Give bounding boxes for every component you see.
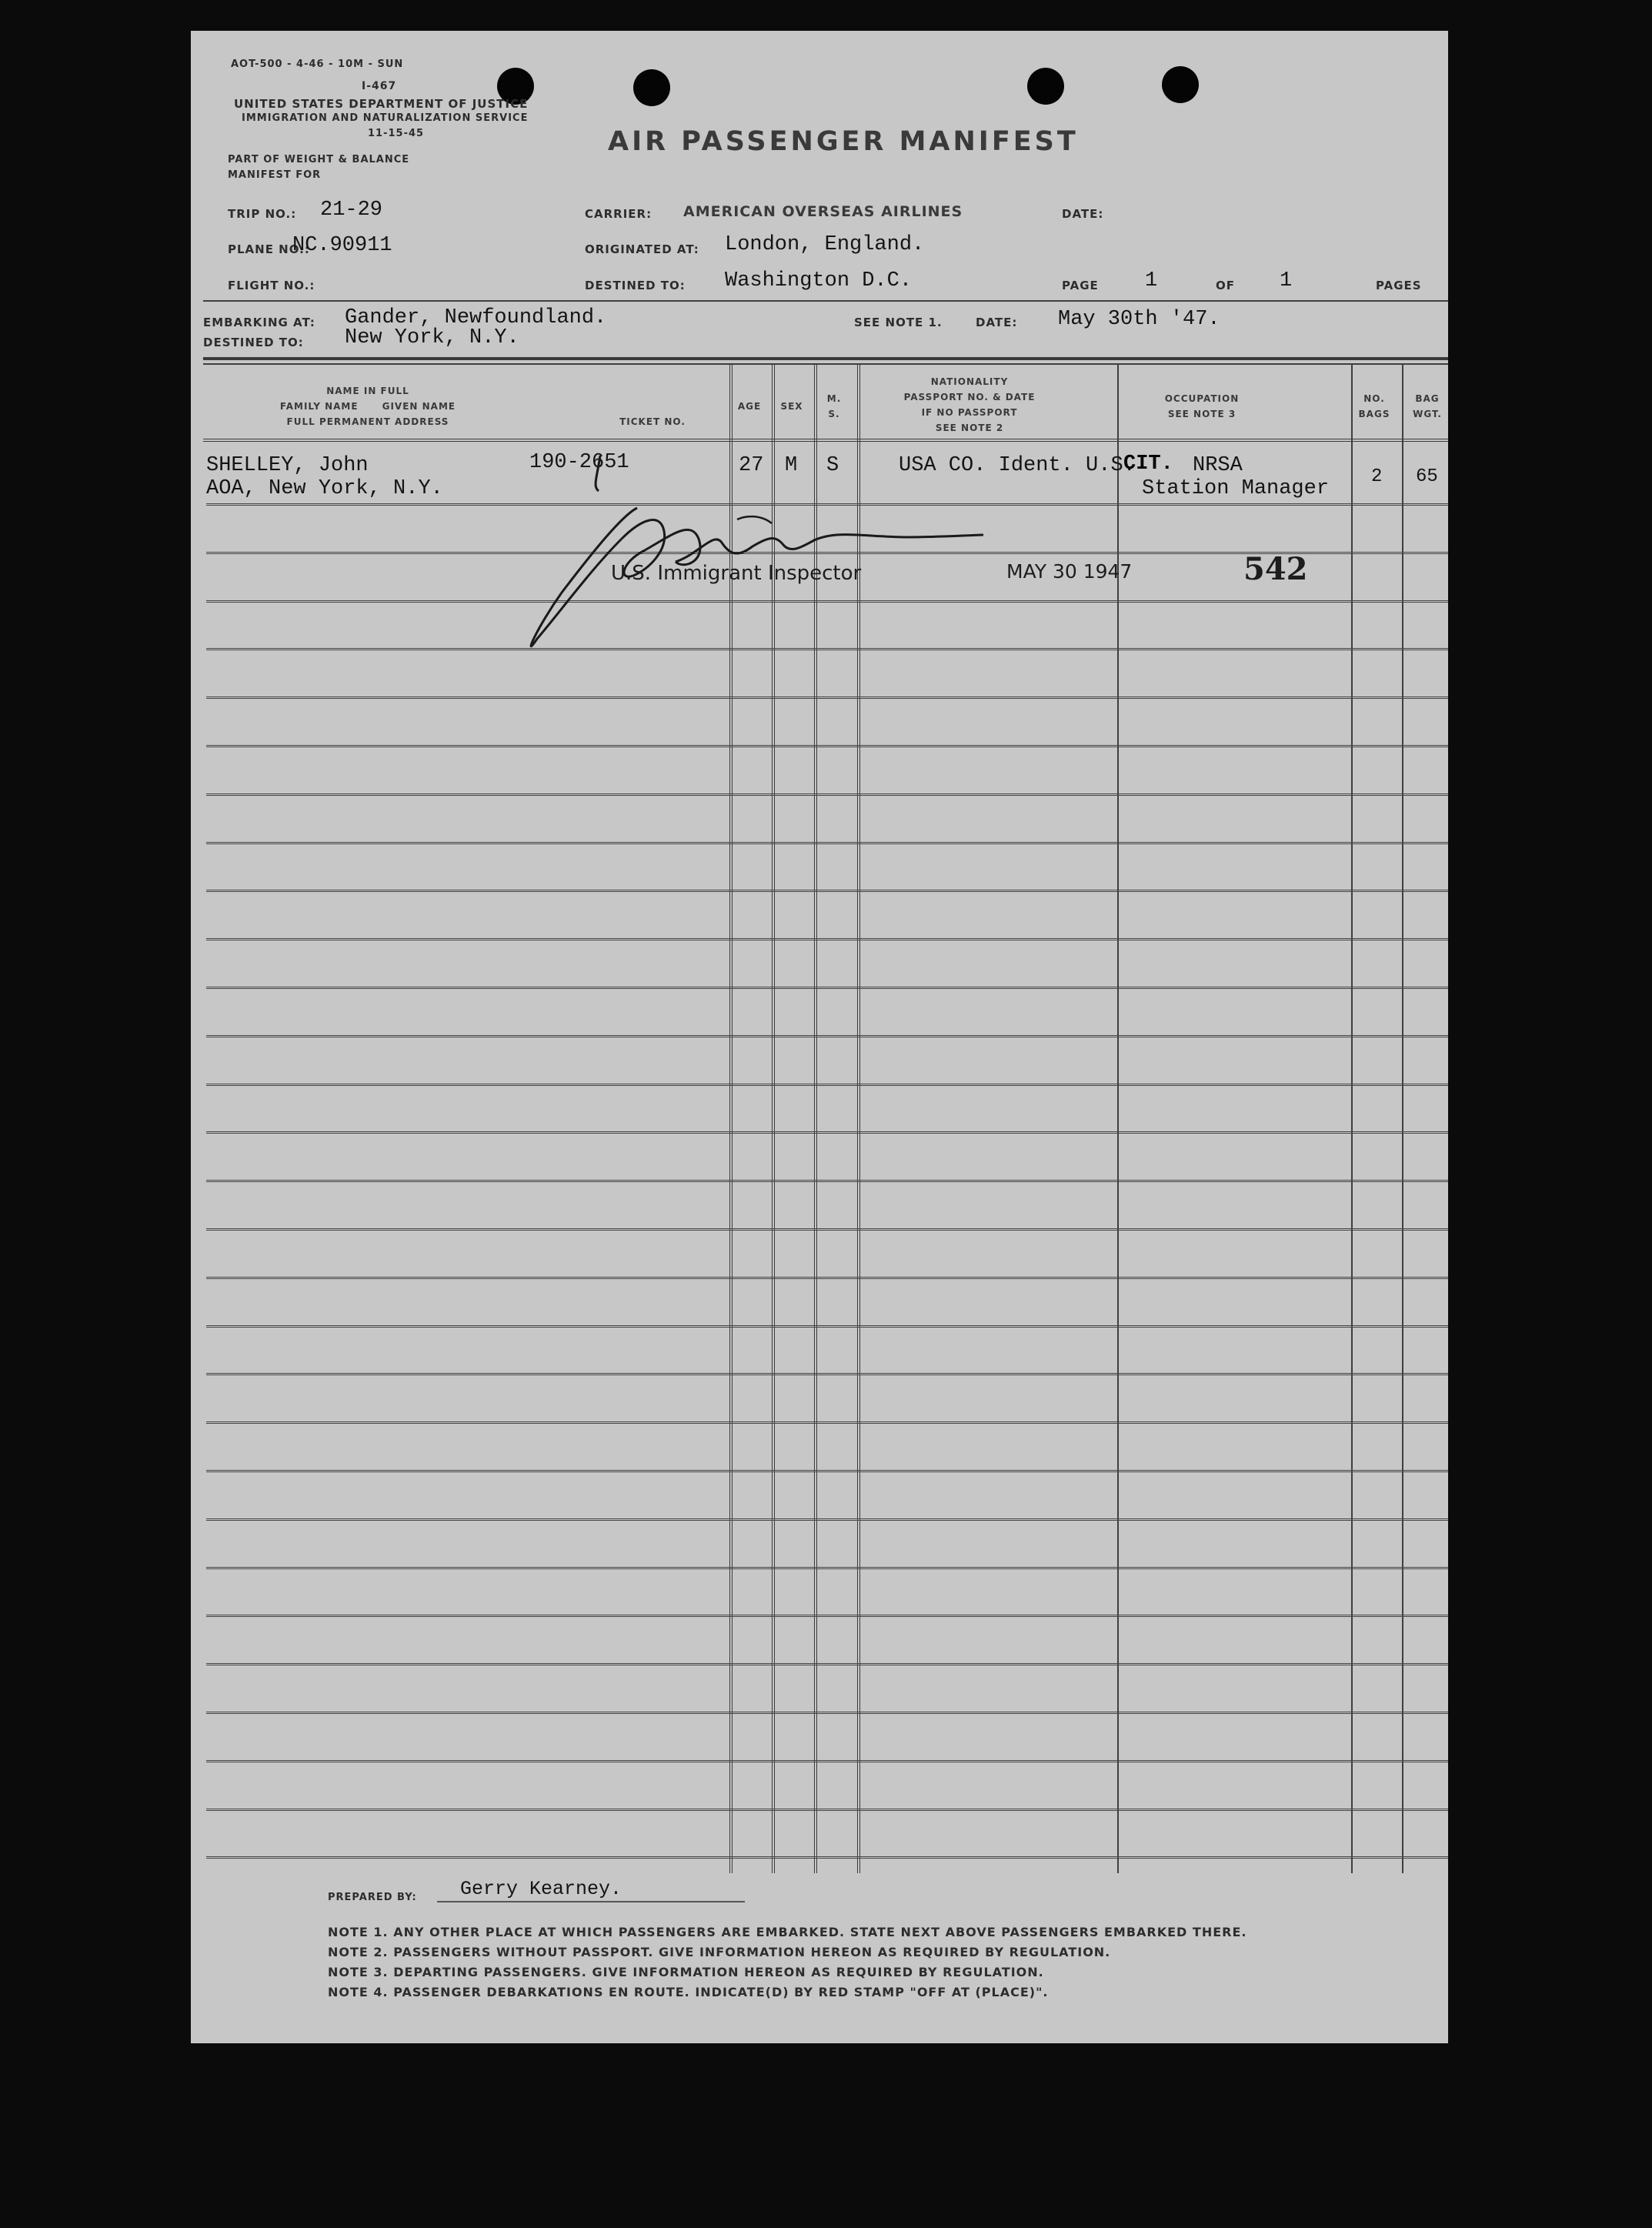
row-line — [206, 1809, 1448, 1811]
note-4: NOTE 4. PASSENGER DEBARKATIONS EN ROUTE. INDICATE(D) BY RED STAMP "OFF AT (PLACE)". — [328, 1985, 1049, 1999]
embarking-label: EMBARKING AT: — [203, 316, 315, 329]
prepared-label: PREPARED BY: — [328, 1892, 417, 1903]
row-line — [206, 842, 1448, 844]
plane-label: PLANE NO.: — [228, 242, 310, 256]
of-value: 1 — [1280, 269, 1293, 292]
date-label: DATE: — [1062, 207, 1104, 221]
column-header-sex: SEX — [780, 401, 803, 412]
row-line — [206, 987, 1448, 989]
manifest-sheet — [191, 31, 1448, 2043]
row-line — [206, 1760, 1448, 1762]
passenger-occupation: Station Manager — [1142, 477, 1330, 500]
stamp-date: MAY 30 1947 — [1006, 560, 1133, 583]
carrier-label: CARRIER: — [585, 207, 652, 221]
column-header-bags: NO. BAGS — [1358, 393, 1390, 419]
punch-hole — [1027, 68, 1064, 105]
row-line — [206, 890, 1448, 892]
passenger-marital: S — [826, 454, 839, 477]
manifest-part-line-1: PART OF WEIGHT & BALANCE — [228, 154, 410, 165]
header-bottom-border — [203, 439, 1448, 442]
row-line — [206, 793, 1448, 796]
passenger-address: AOA, New York, N.Y. — [206, 477, 443, 500]
manifest-part-line-2: MANIFEST FOR — [228, 169, 322, 181]
page-label: PAGE — [1062, 279, 1099, 292]
department-name: UNITED STATES DEPARTMENT OF JUSTICE — [234, 97, 529, 111]
note-2: NOTE 2. PASSENGERS WITHOUT PASSPORT. GIVE INFORMATION HEREON AS REQUIRED BY REGULATION. — [328, 1945, 1111, 1959]
trip-value: 21-29 — [320, 199, 383, 222]
column-header-nationality: NATIONALITY PASSPORT NO. & DATE IF NO PASSPORT SEE NOTE 2 — [903, 376, 1036, 433]
passenger-age: 27 — [739, 454, 764, 477]
nationality-overstrike: CIT. — [1123, 453, 1173, 476]
column-header-weight: BAG WGT. — [1413, 393, 1442, 419]
row-line — [206, 938, 1448, 940]
row-line — [206, 1373, 1448, 1375]
row-line — [206, 1518, 1448, 1521]
row-line — [206, 1615, 1448, 1617]
pages-label: PAGES — [1376, 279, 1422, 292]
row-line — [206, 1277, 1448, 1279]
prepared-underline — [437, 1901, 745, 1902]
embark-destined-label: DESTINED TO: — [203, 336, 304, 349]
form-number: I-467 — [362, 80, 397, 92]
row-line — [206, 696, 1448, 699]
column-divider — [1117, 363, 1119, 1873]
of-label: OF — [1216, 279, 1235, 292]
passenger-nationality: USA CO. Ident. U.S. — [899, 454, 1136, 477]
passenger-sex: M — [785, 454, 798, 477]
row-line — [206, 1228, 1448, 1231]
inspector-signature — [506, 446, 1045, 662]
row-line — [206, 1131, 1448, 1134]
passenger-ticket: 190-2651 — [529, 451, 629, 474]
page-title: AIR PASSENGER MANIFEST — [608, 126, 1079, 157]
passenger-name: SHELLEY, John — [206, 454, 369, 477]
page-value: 1 — [1145, 269, 1158, 292]
passenger-weight: 65 — [1416, 466, 1438, 487]
row-line — [206, 745, 1448, 747]
column-divider — [1351, 363, 1353, 1873]
column-header-occupation: OCCUPATION SEE NOTE 3 — [1164, 393, 1240, 419]
row-line — [206, 1856, 1448, 1859]
embark-date-label: DATE: — [976, 316, 1018, 329]
note-3: NOTE 3. DEPARTING PASSENGERS. GIVE INFORMATION HEREON AS REQUIRED BY REGULATION. — [328, 1965, 1044, 1979]
row-line — [206, 1084, 1448, 1086]
row-line — [206, 1567, 1448, 1569]
inspector-label: U.S. Immigrant Inspector — [611, 562, 862, 585]
form-code-line: AOT-500 - 4-46 - 10M - SUN — [231, 58, 404, 70]
embark-date-value: May 30th '47. — [1058, 308, 1220, 331]
originated-label: ORIGINATED AT: — [585, 242, 699, 256]
column-header-ticket: TICKET NO. — [619, 416, 686, 427]
table-top-border — [203, 357, 1448, 360]
row-line — [206, 1180, 1448, 1182]
trip-label: TRIP NO.: — [228, 207, 297, 221]
row-line — [206, 1421, 1448, 1424]
row-line — [206, 1325, 1448, 1328]
column-header-age: AGE — [737, 401, 762, 412]
stamp-number: 542 — [1243, 551, 1308, 587]
form-date: 11-15-45 — [368, 128, 425, 139]
punch-hole — [1162, 66, 1199, 103]
see-note-1: SEE NOTE 1. — [854, 316, 943, 329]
passenger-bags: 2 — [1371, 466, 1383, 487]
destined-label: DESTINED TO: — [585, 279, 686, 292]
row-line — [206, 1035, 1448, 1037]
column-divider — [1402, 363, 1403, 1873]
row-line — [206, 1470, 1448, 1472]
originated-value: London, England. — [725, 233, 925, 256]
prepared-value: Gerry Kearney. — [460, 1878, 622, 1900]
column-header-name: NAME IN FULL FAMILY NAME GIVEN NAME FULL PERMANENT ADDRESS — [279, 386, 456, 427]
flight-label: FLIGHT NO.: — [228, 279, 315, 292]
table-top-border — [203, 363, 1448, 365]
punch-hole — [633, 69, 670, 106]
row-line — [206, 1712, 1448, 1714]
embark-destined-value: New York, N.Y. — [345, 326, 519, 349]
plane-value: NC.90911 — [292, 234, 392, 257]
row-line — [206, 1663, 1448, 1665]
carrier-value: AMERICAN OVERSEAS AIRLINES — [683, 203, 963, 220]
embarking-value: Gander, Newfoundland. — [345, 306, 607, 329]
section-divider — [203, 300, 1448, 302]
note-1: NOTE 1. ANY OTHER PLACE AT WHICH PASSENGERS ARE EMBARKED. STATE NEXT ABOVE PASSENGERS EMBARKED THERE. — [328, 1925, 1247, 1939]
column-header-marital: M. S. — [826, 393, 842, 419]
service-name: IMMIGRATION AND NATURALIZATION SERVICE — [242, 112, 529, 124]
destined-value: Washington D.C. — [725, 269, 913, 292]
passenger-occupation: NRSA — [1193, 454, 1243, 477]
